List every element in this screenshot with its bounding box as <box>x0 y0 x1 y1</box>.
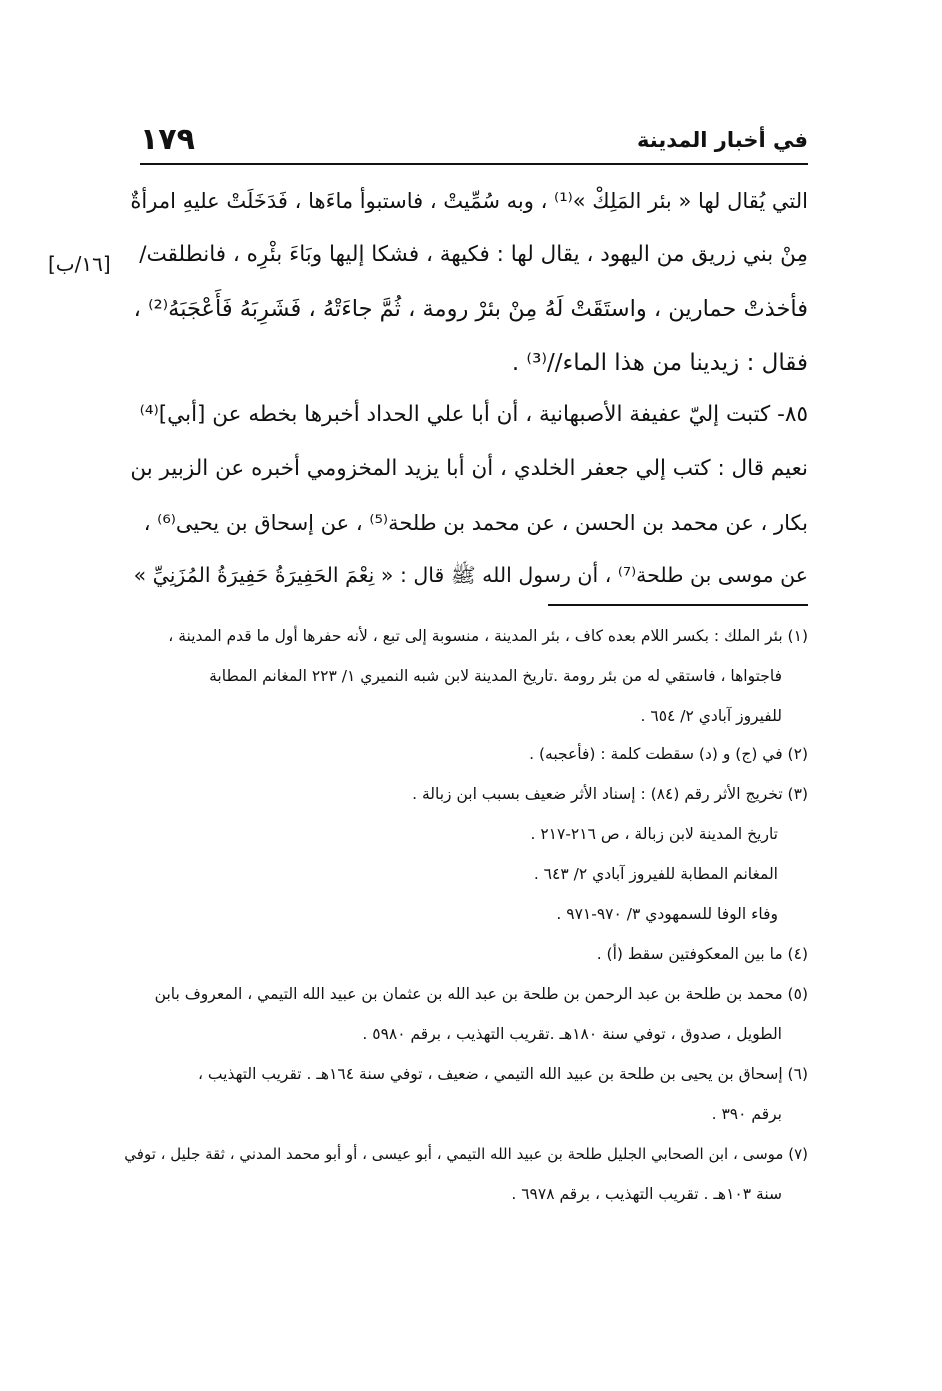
footnote-line: للفيروز آبادي ٢/ ٦٥٤ . <box>640 707 782 725</box>
footnote-line: (٥) محمد بن طلحة بن عبد الرحمن بن طلحة بن عبد الله بن عثمان بن عبيد الله التيمي ، المعروف بابن <box>154 985 808 1003</box>
footnote-line: فاجتواها ، فاستقي له من بئر رومة .تاريخ المدينة لابن شبه النميري ١/ ٢٢٣ المغانم المطابة <box>209 667 782 685</box>
footnote-line: (٢) في (ج) و (د) سقطت كلمة : (فأعجبه) . <box>529 745 808 763</box>
footnote-line: برقم ٣٩٠ . <box>711 1105 782 1123</box>
page-number: ١٧٩ <box>140 122 195 157</box>
margin-folio-reference: [١٦/ب] <box>48 252 111 276</box>
body-line: فقال : زيدينا من هذا الماء//⁽³⁾ . <box>511 350 808 376</box>
footnote-line: (٣) تخريج الأثر رقم (٨٤) : إسناد الأثر ضعيف بسبب ابن زبالة . <box>412 785 808 803</box>
footnote-line: (٤) ما بين المعكوفتين سقط (أ) . <box>596 945 808 963</box>
header-title: في أخبار المدينة <box>637 128 808 152</box>
footnote-line: تاريخ المدينة لابن زبالة ، ص ٢١٦-٢١٧ . <box>530 825 778 843</box>
body-line: التي يُقال لها « بئر المَلِكْ »⁽¹⁾ ، وبه سُمِّيتْ ، فاستبوأ ماءَها ، فَدَخَلَتْ عليهِ امرأةٌ <box>130 189 808 213</box>
running-head <box>140 122 808 162</box>
footnote-line: المغانم المطابة للفيروز آبادي ٢/ ٦٤٣ . <box>533 865 778 883</box>
footnote-line: (٦) إسحاق بن يحيى بن طلحة بن عبيد الله التيمي ، ضعيف ، توفي سنة ١٦٤هـ . تقريب التهذيب ، <box>197 1065 808 1083</box>
body-line: عن موسى بن طلحة⁽⁷⁾ ، أن رسول الله ﷺ قال : « نِعْمَ الحَفِيرَةُ حَفِيرَةُ المُزَنِيِّ » <box>133 563 808 587</box>
body-line: بكار ، عن محمد بن الحسن ، عن محمد بن طلحة⁽⁵⁾ ، عن إسحاق بن يحيى⁽⁶⁾ ، <box>143 511 808 535</box>
body-line: نعيم قال : كتب إلي جعفر الخلدي ، أن أبا يزيد المخزومي أخبره عن الزبير بن <box>130 456 808 481</box>
footnote-line: سنة ١٠٣هـ . تقريب التهذيب ، برقم ٦٩٧٨ . <box>511 1185 782 1203</box>
footnote-line: وفاء الوفا للسمهودي ٣/ ٩٧٠-٩٧١ . <box>556 905 778 923</box>
body-line: مِنْ بني زريق من اليهود ، يقال لها : فكيهة ، فشكا إليها وبَاءَ بئْرِه ، فانطلقت/ <box>139 242 808 267</box>
footnote-line: (١) بئر الملك : بكسر اللام بعده كاف ، بئر المدينة ، منسوبة إلى تبع ، لأنه حفرها أول ما قدم المدينة ، <box>168 627 808 645</box>
footnote-separator <box>548 604 808 606</box>
footnote-line: الطويل ، صدوق ، توفي سنة ١٨٠هـ .تقريب التهذيب ، برقم ٥٩٨٠ . <box>362 1025 782 1043</box>
header-rule <box>140 163 808 165</box>
body-line: فأخذتْ حمارين ، واستَقَتْ لَهُ مِنْ بئرْ رومة ، ثُمَّ جاءَتْهُ ، فَشَرِبَهُ فَأَعْجَبَهُ⁽²⁾ ، <box>133 296 808 322</box>
footnote-line: (٧) موسى ، ابن الصحابي الجليل طلحة بن عبيد الله التيمي ، أبو عيسى ، أو أبو محمد المدني ، ثقة جليل ، توفي <box>124 1145 808 1163</box>
body-line: ٨٥- كتبت إليّ عفيفة الأصبهانية ، أن أبا علي الحداد أخبرها بخطه عن [أبي]⁽⁴⁾ <box>139 402 808 427</box>
